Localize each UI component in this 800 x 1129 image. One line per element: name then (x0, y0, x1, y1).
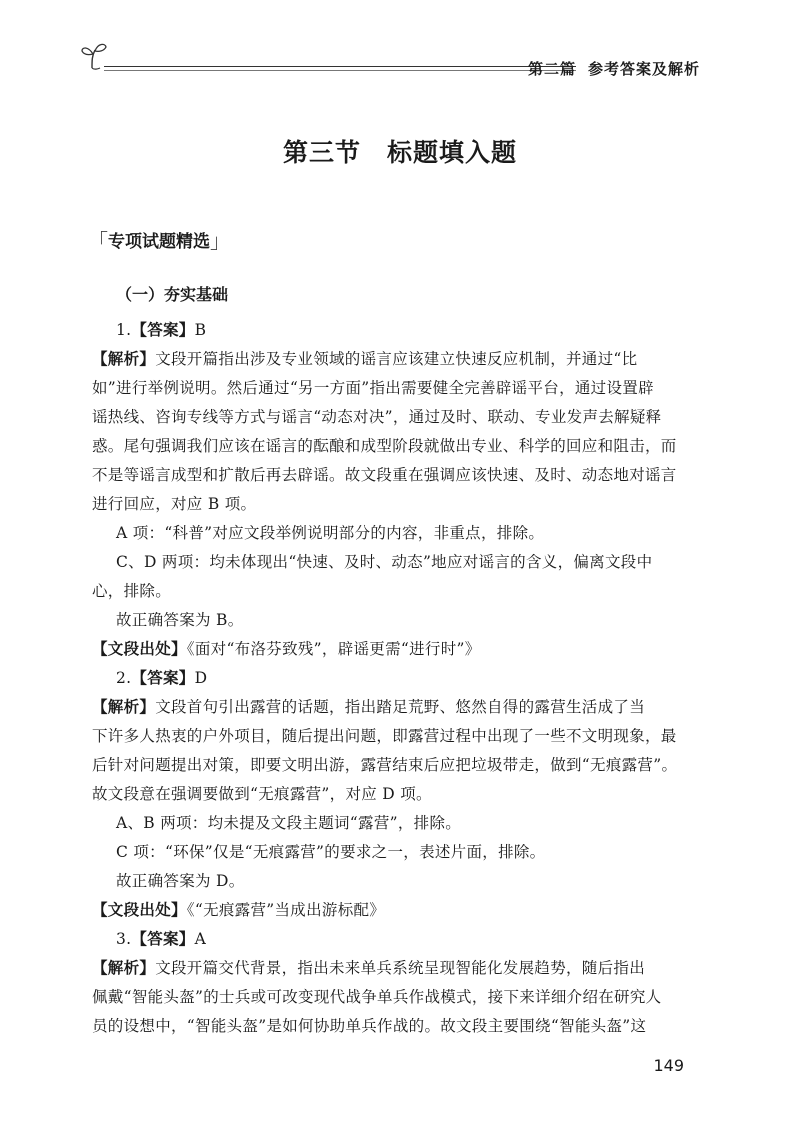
q1-analysis-text: 惑。尾句强调我们应该在谣言的酝酿和成型阶段就做出专业、科学的回应和阻击，而 (92, 437, 677, 455)
source-label: 【文段出处】 (92, 901, 187, 919)
analysis-label: 【解析】 (92, 698, 156, 716)
q2-answer: D (194, 669, 208, 687)
q1-answer-line (116, 316, 684, 345)
section-number: 第三节 (282, 138, 361, 167)
q1-option-cd: C、D 两项：均未体现出“快速、及时、动态”地应对谣言的含义，偏离文段中 (116, 553, 653, 571)
q1-analysis-text: 进行回应，对应 B 项。 (92, 495, 257, 513)
answer-body (92, 316, 684, 1041)
q3-analysis-text: 员的设想中，“智能头盔”是如何协助单兵作战的。故文段主要围绕“智能头盔”这 (92, 1017, 647, 1035)
sprout-icon (78, 38, 114, 74)
q2-source (92, 896, 684, 925)
header-rule (104, 66, 576, 67)
bracket-close-icon: 」 (210, 229, 230, 253)
analysis-label: 【解析】 (92, 350, 156, 368)
q2-option-ab: A、B 两项：均未提及文段主题词“露营”，排除。 (116, 814, 462, 832)
q2-analysis-text: 故文段意在强调要做到“无痕露营”，对应 D 项。 (92, 785, 432, 803)
answer-label: 【答案】 (131, 321, 195, 339)
q2-conclusion: 故正确答案为 D。 (116, 872, 245, 890)
q3-analysis-line (92, 954, 684, 983)
q2-analysis-text: 后针对问题提出对策，即要文明出游，露营结束后应把垃圾带走，做到“无痕露营”。 (92, 756, 678, 774)
q3-number: 3. (116, 930, 132, 948)
q1-analysis-text: 文段开篇指出涉及专业领域的谣言应该建立快速反应机制，并通过“比 (155, 350, 638, 368)
q1-analysis-text: 谣热线、咨询专线等方式与谣言“动态对决”，通过及时、联动、专业发声去解疑释 (92, 408, 662, 426)
q2-answer-line (116, 664, 684, 693)
source-label: 【文段出处】 (92, 640, 187, 658)
q1-analysis-text: 不是等谣言成型和扩散后再去辟谣。故文段重在强调应该快速、及时、动态地对谣言 (92, 466, 677, 484)
q1-analysis-line (92, 345, 684, 374)
section-name: 标题填入题 (387, 138, 518, 167)
q2-analysis-line (92, 693, 684, 722)
q1-source (92, 635, 684, 664)
q2-number: 2. (116, 669, 132, 687)
answer-label: 【答案】 (131, 930, 195, 948)
q1-conclusion: 故正确答案为 B。 (116, 611, 244, 629)
q2-option-c: C 项：“环保”仅是“无痕露营”的要求之一，表述片面，排除。 (116, 843, 546, 861)
q1-answer: B (194, 321, 207, 339)
special-banner (88, 225, 230, 251)
q3-analysis-text: 文段开篇交代背景，指出未来单兵系统呈现智能化发展趋势，随后指出 (155, 959, 646, 977)
running-header (78, 38, 701, 78)
part-label: 第二篇 (528, 60, 577, 78)
q2-analysis-text: 下许多人热衷的户外项目，随后提出问题，即露营过程中出现了一些不文明现象，最 (92, 727, 677, 745)
q3-answer: A (194, 930, 207, 948)
q2-analysis-text: 文段首句引出露营的话题，指出踏足荒野、悠然自得的露营生活成了当 (155, 698, 646, 716)
subheading: （一）夯实基础 (116, 285, 229, 304)
page-number: 149 (653, 1056, 684, 1075)
bracket-open-icon: 「 (88, 229, 108, 253)
analysis-label: 【解析】 (92, 959, 156, 977)
q3-analysis-text: 佩戴“智能头盔”的士兵或可改变现代战争单兵作战模式，接下来详细介绍在研究人 (92, 988, 662, 1006)
q1-option-a: A 项：“科普”对应文段举例说明部分的内容，非重点，排除。 (116, 524, 545, 542)
q1-analysis-text: 如”进行举例说明。然后通过“另一方面”指出需要健全完善辟谣平台，通过设置辟 (92, 379, 654, 397)
running-head (528, 58, 701, 79)
header-rule-thin (104, 70, 576, 71)
section-title (0, 133, 800, 169)
q1-source-text: 《面对“布洛芬致残”，辟谣更需“进行时”》 (186, 640, 481, 658)
q1-option-cd: 心，排除。 (92, 582, 172, 600)
q3-answer-line (116, 925, 684, 954)
answer-label: 【答案】 (131, 669, 195, 687)
part-title: 参考答案及解析 (588, 60, 701, 78)
q1-number: 1. (116, 321, 132, 339)
banner-text: 专项试题精选 (108, 232, 210, 252)
q2-source-text: 《“无痕露营”当成出游标配》 (186, 901, 386, 919)
